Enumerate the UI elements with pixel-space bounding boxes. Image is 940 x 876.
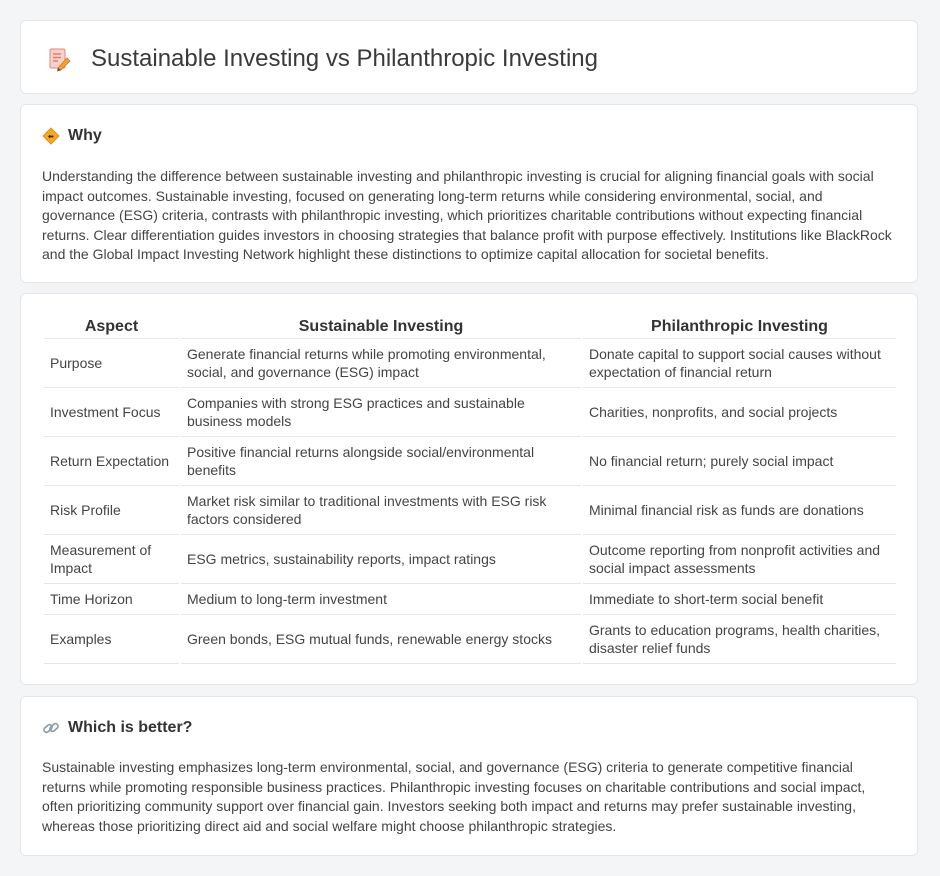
diamond-sign-icon bbox=[42, 127, 60, 145]
comparison-card bbox=[20, 293, 918, 685]
why-title: Why bbox=[68, 127, 102, 144]
philanthropic-cell: Minimal financial risk as funds are donations bbox=[583, 486, 896, 535]
which-better-body: Sustainable investing emphasizes long-term environmental, social, and governance (ESG) criteria to generate competitive financial returns while promoting responsible business practices. Philanthropic investing focuses on charitable contributions and social impact, often prioritizing community support over financial gain. Investors seeking both impact and returns may prefer sustainable investing, whereas those prioritizing direct aid and social welfare might choose philanthropic strategies. bbox=[42, 759, 866, 834]
sustainable-cell: Market risk similar to traditional investments with ESG risk factors considered bbox=[181, 486, 581, 535]
philanthropic-cell: Charities, nonprofits, and social projects bbox=[583, 388, 896, 437]
sustainable-cell: Green bonds, ESG mutual funds, renewable energy stocks bbox=[181, 615, 581, 664]
table-row bbox=[44, 584, 896, 615]
page-title: Sustainable Investing vs Philanthropic Investing bbox=[91, 45, 598, 72]
comparison-table bbox=[42, 316, 898, 664]
sustainable-cell: Positive financial returns alongside social/environmental benefits bbox=[181, 437, 581, 486]
table-row bbox=[44, 615, 896, 664]
table-row bbox=[44, 486, 896, 535]
aspect-cell: Return Expectation bbox=[44, 437, 179, 486]
header-sustainable: Sustainable Investing bbox=[181, 316, 581, 339]
philanthropic-cell: Grants to education programs, health charities, disaster relief funds bbox=[583, 615, 896, 664]
table-row bbox=[44, 437, 896, 486]
philanthropic-cell: Donate capital to support social causes without expectation of financial return bbox=[583, 339, 896, 388]
sustainable-cell: Companies with strong ESG practices and sustainable business models bbox=[181, 388, 581, 437]
aspect-cell: Time Horizon bbox=[44, 584, 179, 615]
table-row bbox=[44, 535, 896, 584]
aspect-cell: Risk Profile bbox=[44, 486, 179, 535]
header-philanthropic: Philanthropic Investing bbox=[583, 316, 896, 339]
link-icon bbox=[42, 719, 60, 737]
aspect-cell: Purpose bbox=[44, 339, 179, 388]
header-aspect: Aspect bbox=[44, 316, 179, 339]
sustainable-cell: Medium to long-term investment bbox=[181, 584, 581, 615]
aspect-cell: Investment Focus bbox=[44, 388, 179, 437]
aspect-cell: Measurement of Impact bbox=[44, 535, 179, 584]
philanthropic-cell: Outcome reporting from nonprofit activities and social impact assessments bbox=[583, 535, 896, 584]
which-better-title: Which is better? bbox=[68, 719, 193, 736]
table-row bbox=[44, 339, 896, 388]
sustainable-cell: Generate financial returns while promoting environmental, social, and governance (ESG) impact bbox=[181, 339, 581, 388]
table-header-row bbox=[44, 316, 896, 339]
philanthropic-cell: No financial return; purely social impact bbox=[583, 437, 896, 486]
title-card bbox=[20, 20, 918, 94]
why-section bbox=[20, 104, 918, 283]
which-better-section bbox=[20, 696, 918, 856]
philanthropic-cell: Immediate to short-term social benefit bbox=[583, 584, 896, 615]
sustainable-cell: ESG metrics, sustainability reports, impact ratings bbox=[181, 535, 581, 584]
aspect-cell: Examples bbox=[44, 615, 179, 664]
why-body: Understanding the difference between sustainable investing and philanthropic investing is crucial for aligning financial goals with social impact outcomes. Sustainable investing, focused on generating long-term returns while considering environmental, social, and governance (ESG) criteria, contrasts with philanthropic investing, which prioritizes charitable contributions without expecting financial returns. Clear differentiation guides investors in choosing strategies that balance profit with purpose effectively. Institutions like BlackRock and the Global Impact Investing Network highlight these distinctions to optimize capital allocation for societal benefits. bbox=[42, 168, 892, 262]
document-pencil-icon bbox=[46, 46, 72, 72]
table-row bbox=[44, 388, 896, 437]
